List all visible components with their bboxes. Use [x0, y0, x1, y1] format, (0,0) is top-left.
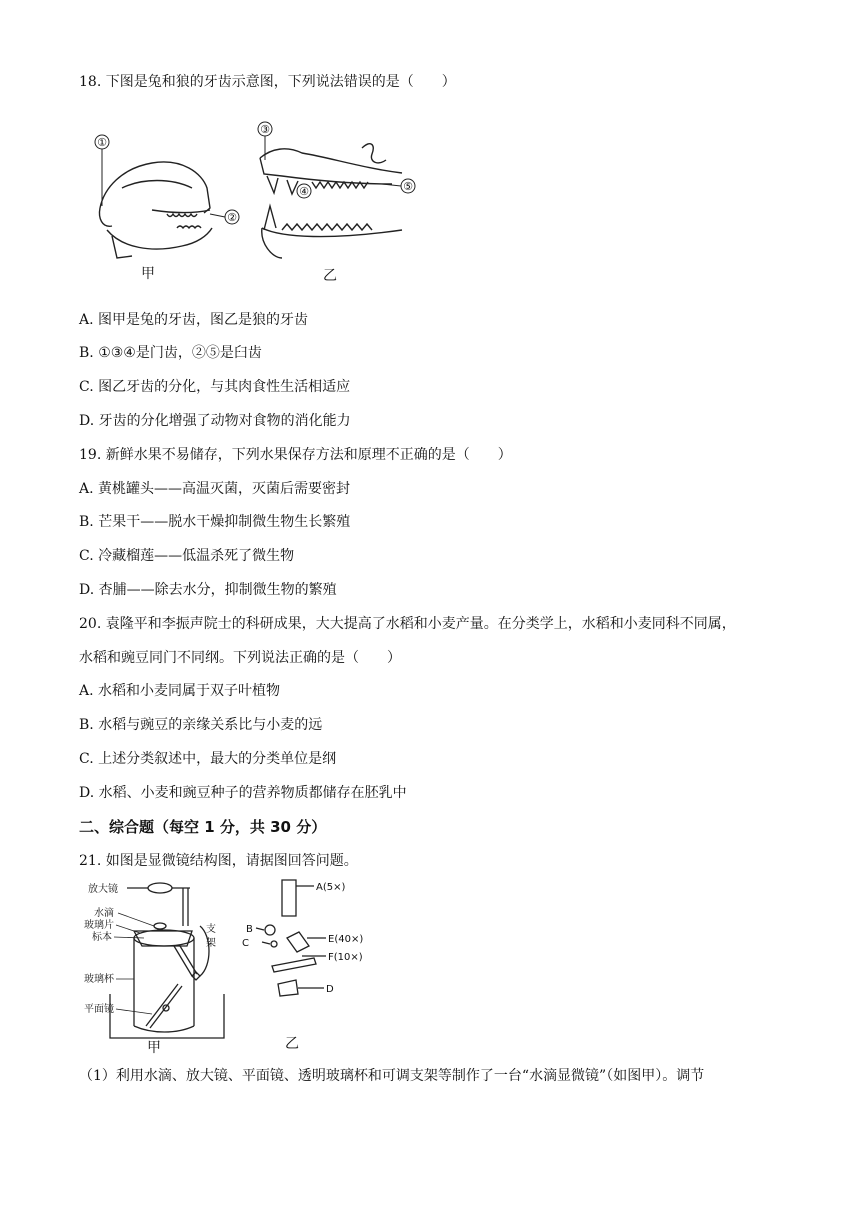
- label-a-eyepiece: A(5×): [316, 882, 346, 893]
- section-2-title: 二、综合题（每空 1 分，共 30 分）: [79, 818, 327, 836]
- marker-4: ④: [299, 185, 309, 198]
- q18-option-a: A. 图甲是兔的牙齿，图乙是狼的牙齿: [79, 312, 309, 328]
- label-stand-1: 支: [206, 924, 216, 935]
- label-f-objective: F(10×): [328, 952, 363, 963]
- q20-option-b: B. 水稻与豌豆的亲缘关系比与小麦的远: [79, 717, 323, 733]
- label-glass-slide: 玻璃片: [84, 920, 114, 931]
- q18-option-c: C. 图乙牙齿的分化，与其肉食性生活相适应: [79, 379, 351, 395]
- marker-1: ①: [97, 136, 107, 149]
- label-e-objective: E(40×): [328, 934, 364, 945]
- label-glass-cup: 玻璃杯: [84, 974, 114, 985]
- label-plane-mirror: 平面镜: [84, 1004, 114, 1015]
- q19-option-b: B. 芒果干——脱水干燥抑制微生物生长繁殖: [79, 514, 351, 530]
- marker-5: ⑤: [403, 180, 413, 193]
- figure-caption-jia-2: 甲: [147, 1040, 161, 1054]
- marker-3: ③: [260, 123, 270, 136]
- label-d: D: [326, 984, 334, 995]
- q18-option-d: D. 牙齿的分化增强了动物对食物的消化能力: [79, 413, 351, 429]
- label-specimen: 标本: [92, 932, 112, 943]
- q19-option-d: D. 杏脯——除去水分，抑制微生物的繁殖: [79, 582, 337, 598]
- label-b: B: [246, 924, 253, 935]
- microscope-figure: [82, 876, 402, 1054]
- label-c: C: [242, 938, 249, 949]
- q20-stem-line2: 水稻和豌豆同门不同纲。下列说法正确的是（ ）: [79, 650, 401, 666]
- q18-stem: 18. 下图是兔和狼的牙齿示意图，下列说法错误的是（ ）: [79, 74, 456, 90]
- q18-option-b: B. ①③④是门齿，②⑤是臼齿: [79, 345, 262, 361]
- q21-part1: （1）利用水滴、放大镜、平面镜、透明玻璃杯和可调支架等制作了一台“水滴显微镜”（如图甲）。调节: [79, 1068, 705, 1084]
- figure-caption-yi-2: 乙: [285, 1036, 299, 1052]
- q19-option-c: C. 冷藏榴莲——低温杀死了微生物: [79, 548, 295, 564]
- q20-stem-line1: 20. 袁隆平和李振声院士的科研成果，大大提高了水稻和小麦产量。在分类学上，水稻和小麦同科不同属，: [79, 616, 736, 632]
- q20-option-a: A. 水稻和小麦同属于双子叶植物: [79, 683, 281, 699]
- rabbit-skull-drawing: [100, 162, 213, 258]
- label-water-drop: 水滴: [94, 908, 114, 919]
- q19-option-a: A. 黄桃罐头——高温灭菌，灭菌后需要密封: [79, 481, 351, 497]
- q20-option-c: C. 上述分类叙述中，最大的分类单位是纲: [79, 751, 337, 767]
- marker-2: ②: [227, 211, 237, 224]
- q20-option-d: D. 水稻、小麦和豌豆种子的营养物质都储存在胚乳中: [79, 785, 407, 801]
- label-stand-2: 架: [206, 938, 216, 949]
- q21-stem: 21. 如图是显微镜结构图，请据图回答问题。: [79, 853, 358, 869]
- label-magnifier: 放大镜: [88, 884, 118, 895]
- figure-caption-yi: 乙: [323, 268, 337, 284]
- optical-microscope-drawing: [256, 880, 326, 996]
- figure-caption-jia: 甲: [141, 266, 155, 282]
- q19-stem: 19. 新鲜水果不易储存，下列水果保存方法和原理不正确的是（ ）: [79, 447, 512, 463]
- water-drop-microscope-drawing: [110, 883, 224, 1038]
- teeth-figure: [82, 118, 422, 288]
- wolf-skull-drawing: [260, 144, 402, 258]
